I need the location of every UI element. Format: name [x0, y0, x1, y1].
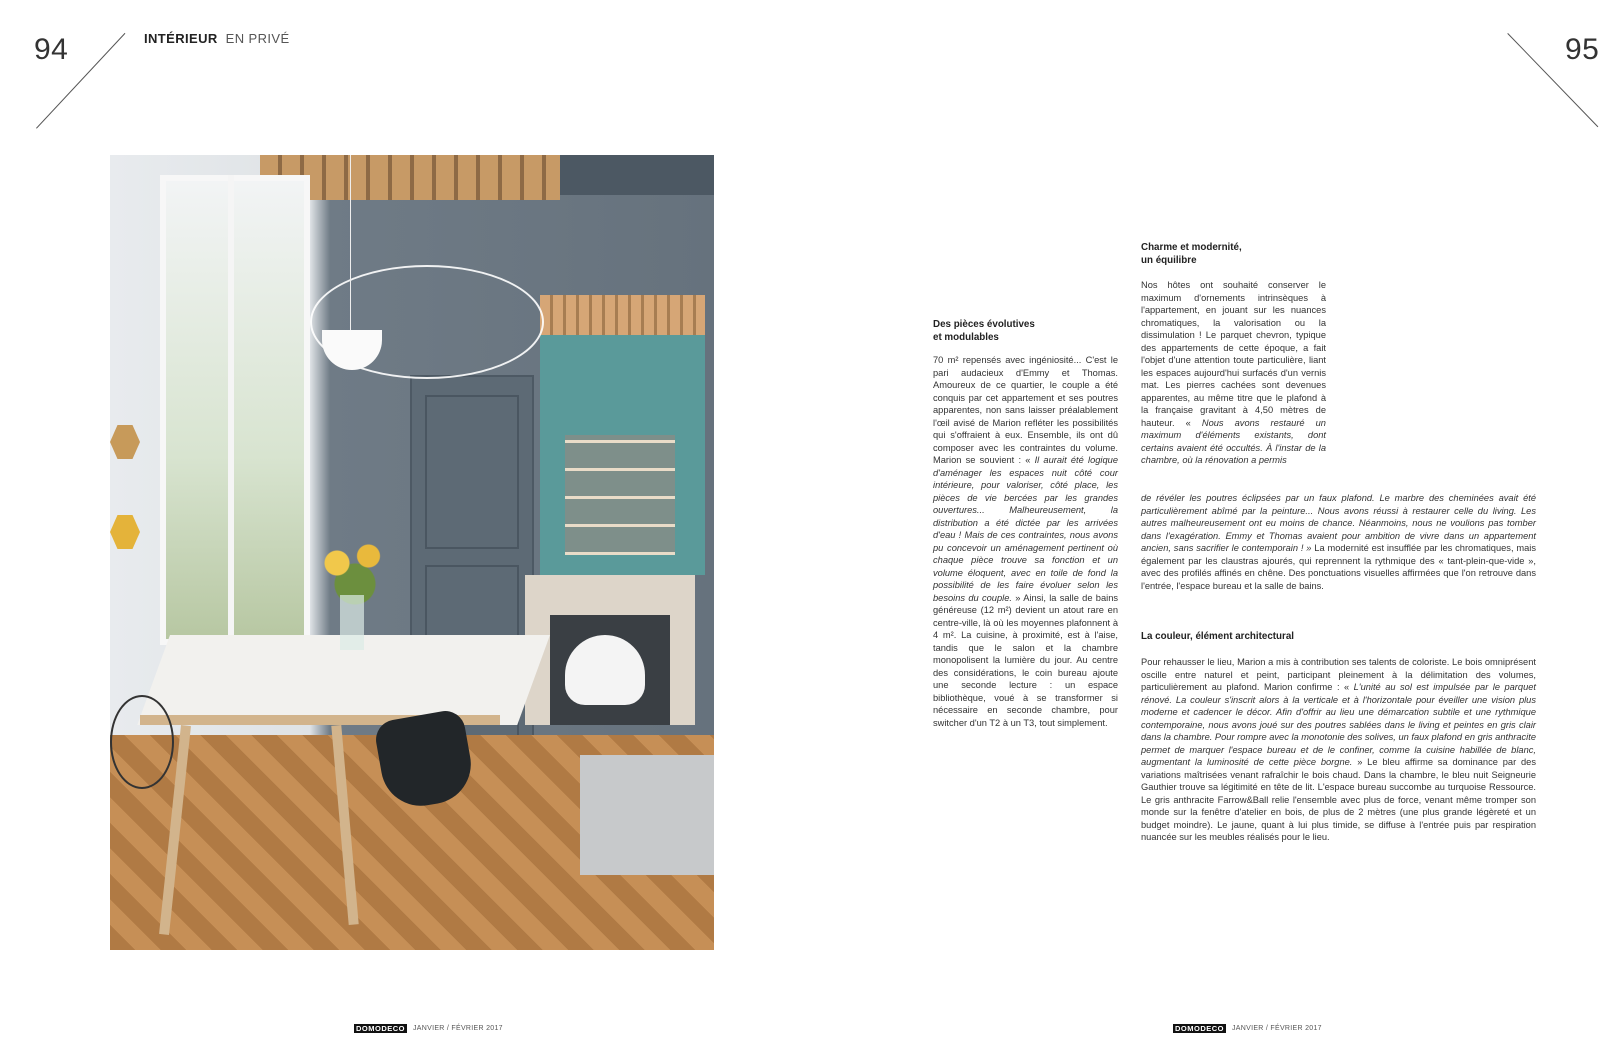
magazine-logo-left: DOMODECO [356, 1024, 405, 1033]
footer-left [354, 1024, 503, 1033]
rubric-secondary: EN PRIVÉ [225, 31, 290, 46]
section-rubric [144, 31, 290, 46]
heading-section-1 [933, 319, 1133, 344]
heading-section-3: La couleur, élément architectural [1141, 631, 1294, 642]
page-number-left: 94 [34, 33, 69, 66]
issue-date-right: JANVIER / FÉVRIER 2017 [1232, 1025, 1322, 1032]
heading-section-1-line2: et modulables [933, 331, 999, 343]
dining-room-photo [110, 155, 714, 950]
body-section-2-narrow-quote: Nous avons restauré un maximum d'éléments existants, dont certains avaient été occultés. À l'instar de la chambre, où la rénovation a permis [1141, 417, 1326, 465]
issue-date-left: JANVIER / FÉVRIER 2017 [413, 1025, 503, 1032]
magazine-logo-right: DOMODECO [1175, 1024, 1224, 1033]
body-section-1-end: » Ainsi, la salle de bains généreuse (12 m²) devient un atout rare en centre-ville, là où les moyennes plafonnent à 4 m². La cuisine, à proximité, est à l'aise, tandis que le salon et la chambre monopolisent la lumière du jour. Au centre des considérations, le coin bureau ajoute une seconde lecture : un espace bibliothèque, voué à se transformer si nécessaire en seconde chambre, pour switcher d'un T2 à un T3, tout simplement. [933, 592, 1119, 728]
body-section-1-intro: 70 m² repensés avec ingéniosité... C'est le pari audacieux d'Emmy et Thomas. Amoureux de ce quartier, le couple a été conquis par cet appartement et ses poutres apparentes, non sans laisser préalablement l'œil avisé de Marion refléter les possibilités qui s'offraient à eux. Ensemble, ils ont dû composer avec les contraintes du volume. Marion se souvient : « [933, 355, 1118, 465]
heading-section-1-line1: Des pièces évolutives [933, 319, 1035, 330]
body-section-1 [933, 354, 1118, 729]
body-section-3-end: » Le bleu affirme sa dominance par des variations maîtrisées venant rafraîchir le bois chaud. Dans la chambre, le bleu nuit Seigneurie Gauthier trouve sa légitimité en tête de lit. L'espace bureau succombe au turquoise Ressource. Le gris anthracite Farrow&Ball relie l'ensemble avec plus de force, venant même tromper son monde sur la fenêtre d'atelier en bois, de plus de 2 mètres (une plus grande légèreté et un budget moindre). Le jaune, quant à lui plus timide, se diffuse à l'entrée puis par respiration nuancée sur les meubles réalisés pour le lieu. [1141, 757, 1536, 842]
body-section-3-start: Pour rehausser le lieu, Marion a mis à contribution ses talents de coloriste. Le bois omniprésent oscille entre naturel et peint, participant pleinement à la délimitation des volumes, particulièrement au plafond. Marion confirme : « [1141, 657, 1536, 692]
body-section-1-quote: Il aurait été logique d'aménager les espaces nuit côté cour intérieure, pour valoriser, côté place, les pièces de vie bercées par les grandes ouvertures... Malheureusement, la distribution a été dictée par les arrivées d'eau ! Mais de ces contraintes, nous avons pu concevoir un aménagement pertinent où chaque pièce trouve sa fonction et un volume éloquent, avec en toile de fond la possibilité de les faire évoluer selon les besoins du couple. [933, 455, 1118, 603]
body-section-2-wide-quote: de révéler les poutres éclipsées par un faux plafond. Le marbre des cheminées avait été particulièrement abîmé par la peinture... Nous avons réussi à restaurer celle du living. Les autres malheureusement ont eu moins de chance. Néanmoins, nous ne voulions pas tomber dans l'exagération. Emmy et Thomas avaient pour ambition de vivre dans un appartement ancien, sans sacrifier le contemporain ! » [1141, 493, 1536, 553]
rubric-primary: INTÉRIEUR [144, 31, 218, 46]
body-section-2-wide-text: La modernité est insufflée par les chromatiques, mais également par les claustras ajourés, qui reprennent la rythmique des « tant-plein-que-vide », avec des profilés affinés en chêne. Des ponctuations visuelles affirmées que l'on retrouve dans l'entrée, l'espace bureau et la salle de bains. [1141, 543, 1536, 591]
page-number-right: 95 [1565, 33, 1600, 66]
heading-section-2-line2: un équilibre [1141, 254, 1197, 266]
footer-right [1173, 1024, 1322, 1033]
body-section-3 [1141, 656, 1536, 844]
body-section-2-narrow-text: Nos hôtes ont souhaité conserver le maximum d'ornements intrinsèques à l'appartement, en jouant sur les nuances chromatiques, la valorisation ou la dissimulation ! Le parquet chevron, typique des appartements de cette époque, a fait l'objet d'une attention toute particulière, liant les espaces aujourd'hui surfacés d'un vernis mat. Les pierres cachées sont devenues apparentes, au même titre que le plafond à la française gravitant à 4,50 mètres de hauteur. « [1141, 280, 1326, 428]
heading-section-2 [1141, 242, 1361, 267]
body-section-2-narrow [1141, 279, 1326, 467]
body-section-2-wide [1141, 492, 1536, 592]
body-section-3-quote: L'unité au sol est impulsée par le parquet rénové. La couleur s'inscrit alors à la verticale et à l'horizontale pour éveiller une vision plus moderne et cadencer le décor. Afin d'offrir au lieu une démarcation subtile et une rythmique contemporaine, nous avons joué sur des poutres sablées dans le living et peintes en gris clair dans la chambre. Pour rompre avec la monotonie des solives, un faux plafond en gris anthracite permet de marquer l'espace bureau et de le confiner, comme la cuisine habillée de blanc, augmentant la luminosité de cette pièce borgne. [1141, 682, 1536, 767]
heading-section-2-line1: Charme et modernité, [1141, 242, 1242, 253]
